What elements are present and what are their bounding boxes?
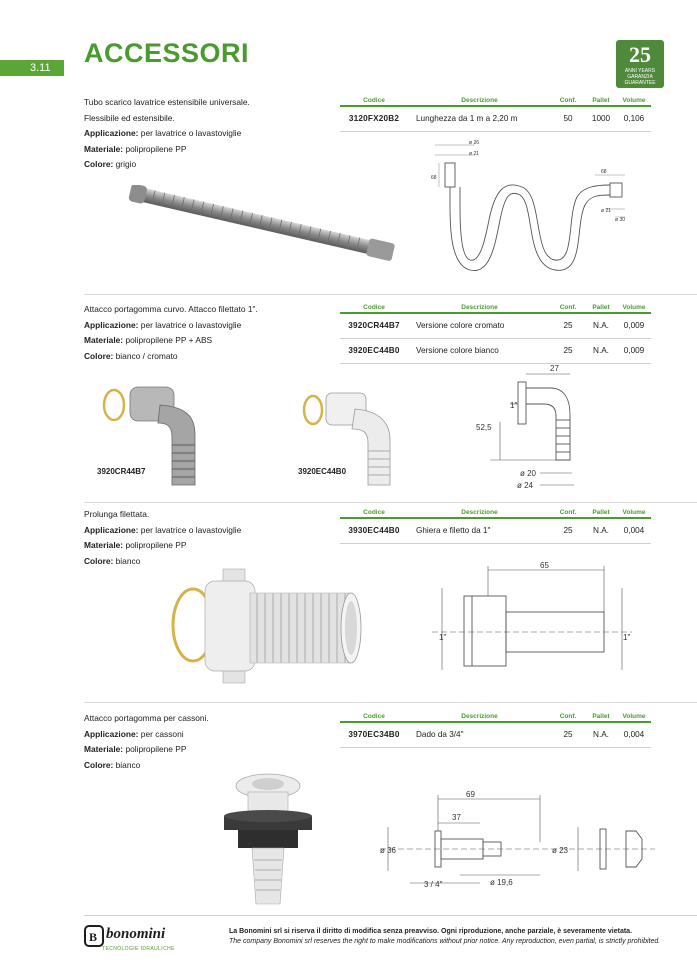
cell-code: 3970EC34B0 xyxy=(340,722,408,747)
cell-code: 3920CR44B7 xyxy=(340,313,408,338)
dim-label: 1" xyxy=(623,633,631,642)
dim-label: ø 30 xyxy=(615,217,626,223)
dim-label: 3 / 4" xyxy=(424,880,443,889)
cell-descr: Lunghezza da 1 m a 2,20 m xyxy=(408,106,551,131)
th-codice: Codice xyxy=(340,507,408,518)
section-divider xyxy=(84,502,697,503)
th-descrizione: Descrizione xyxy=(408,302,551,313)
spec-table xyxy=(340,711,651,748)
elbow-technical-drawing xyxy=(470,360,595,495)
dim-label: 37 xyxy=(452,813,461,822)
colore-line: Colore: bianco / cromato xyxy=(84,350,178,361)
section4-description xyxy=(84,711,334,773)
section-divider xyxy=(84,294,697,295)
cell-code: 3930EC44B0 xyxy=(340,518,408,543)
dim-label: ø 24 xyxy=(517,481,534,490)
dim-label: ø 20 xyxy=(520,469,537,478)
page-number: 3.11 xyxy=(0,60,64,76)
table-row xyxy=(340,313,651,338)
desc-line: Attacco portagomma per cassoni. xyxy=(84,713,209,723)
section2-description xyxy=(84,302,334,364)
cell-pallet: N.A. xyxy=(585,338,617,363)
disclaimer-italian: La Bonomini srl si riserva il diritto di modifica senza preavviso. Ogni riproduzione, anche parziale, è severamente vietata. xyxy=(229,928,633,935)
hose-technical-drawing xyxy=(425,135,640,285)
cell-conf: 25 xyxy=(551,338,585,363)
dim-label: 68 xyxy=(431,175,437,181)
th-pallet: Pallet xyxy=(585,507,617,518)
table-row xyxy=(340,722,651,747)
th-volume: Volume xyxy=(617,95,651,106)
desc-line: Flessibile ed estensibile. xyxy=(84,112,175,123)
tank-fitting-photo xyxy=(218,768,318,908)
page-title: ACCESSORI xyxy=(84,38,250,68)
applicazione-line: Applicazione: per lavatrice o lavastoviglie xyxy=(84,524,242,535)
section1-description xyxy=(84,95,334,173)
dim-label: ø 21 xyxy=(469,151,480,157)
cell-descr: Ghiera e filetto da 1" xyxy=(408,518,551,543)
photo-caption: 3920CR44B7 xyxy=(97,467,146,476)
colore-line: Colore: bianco xyxy=(84,555,141,566)
th-conf: Conf. xyxy=(551,95,585,106)
table-row xyxy=(340,518,651,543)
spec-table xyxy=(340,95,651,132)
dim-label: 68 xyxy=(601,169,607,175)
extension-photo xyxy=(165,565,375,690)
th-conf: Conf. xyxy=(551,302,585,313)
cell-conf: 50 xyxy=(551,106,585,131)
bonomini-logo-icon xyxy=(84,925,104,947)
bonomini-logo-text: bonomini xyxy=(106,926,166,942)
desc-line: Tubo scarico lavatrice estensibile universale. xyxy=(84,97,250,107)
colore-line: Colore: grigio xyxy=(84,159,137,169)
section-divider xyxy=(84,702,697,703)
cell-descr: Versione colore bianco xyxy=(408,338,551,363)
cell-descr: Versione colore cromato xyxy=(408,313,551,338)
cell-conf: 25 xyxy=(551,518,585,543)
materiale-line: Materiale: polipropilene PP xyxy=(84,143,187,154)
dim-label: ø 19,6 xyxy=(490,878,513,887)
dim-label: 52,5 xyxy=(476,423,492,432)
cell-conf: 25 xyxy=(551,722,585,747)
spec-table xyxy=(340,302,651,364)
th-conf: Conf. xyxy=(551,507,585,518)
th-codice: Codice xyxy=(340,711,408,722)
logo-subtitle: TECNOLOGIE IDRAULICHE xyxy=(102,946,175,952)
cell-pallet: N.A. xyxy=(585,518,617,543)
dim-label: 69 xyxy=(466,790,475,799)
materiale-line: Materiale: polipropilene PP xyxy=(84,540,187,550)
extension-technical-drawing xyxy=(432,560,632,685)
dim-label: 27 xyxy=(550,364,559,373)
dim-label: 65 xyxy=(540,561,549,570)
cell-volume: 0,004 xyxy=(617,518,651,543)
th-conf: Conf. xyxy=(551,711,585,722)
cell-code: 3920EC44B0 xyxy=(340,338,408,363)
section3-description xyxy=(84,507,334,569)
badge-line3: GUARANTEE xyxy=(624,80,656,86)
th-codice: Codice xyxy=(340,95,408,106)
cell-pallet: 1000 xyxy=(585,106,617,131)
table-row xyxy=(340,106,651,131)
photo-caption: 3920EC44B0 xyxy=(298,467,347,476)
badge-line1: ANNI YEARS xyxy=(624,68,656,74)
cell-conf: 25 xyxy=(551,313,585,338)
th-descrizione: Descrizione xyxy=(408,507,551,518)
footer-divider xyxy=(84,915,697,916)
badge-line2: GARANZIA xyxy=(627,74,653,80)
cell-pallet: N.A. xyxy=(585,722,617,747)
applicazione-line: Applicazione: per lavatrice o lavastoviglie xyxy=(84,319,242,330)
th-descrizione: Descrizione xyxy=(408,95,551,106)
cell-descr: Dado da 3/4" xyxy=(408,722,551,747)
materiale-line: Materiale: polipropilene PP + ABS xyxy=(84,335,213,345)
cell-volume: 0,106 xyxy=(617,106,651,131)
badge-number: 25 xyxy=(629,42,651,67)
desc-line: Attacco portagomma curvo. Attacco filettato 1". xyxy=(84,304,258,314)
disclaimer-english: The company Bonomini srl reserves the right to make modifications without prior notice. Any reproduction, even partial, is strictly prohibited. xyxy=(229,938,661,945)
desc-line: Prolunga filettata. xyxy=(84,509,150,519)
th-pallet: Pallet xyxy=(585,711,617,722)
guarantee-badge xyxy=(616,40,664,88)
svg-text:B: B xyxy=(89,930,98,944)
dim-label: ø 26 xyxy=(469,140,480,146)
dim-label: ø 36 xyxy=(380,846,397,855)
dim-label: 1" xyxy=(439,633,447,642)
dim-label: ø 21 xyxy=(601,208,612,214)
th-codice: Codice xyxy=(340,302,408,313)
th-volume: Volume xyxy=(617,302,651,313)
cell-pallet: N.A. xyxy=(585,313,617,338)
tank-fitting-technical-drawing xyxy=(380,787,655,892)
cell-volume: 0,004 xyxy=(617,722,651,747)
spec-table xyxy=(340,507,651,544)
th-pallet: Pallet xyxy=(585,302,617,313)
hose-photo xyxy=(120,185,410,265)
th-volume: Volume xyxy=(617,507,651,518)
colore-line: Colore: bianco xyxy=(84,759,141,770)
applicazione-line: Applicazione: per cassoni xyxy=(84,728,184,739)
cell-code: 3120FX20B2 xyxy=(340,106,408,131)
th-pallet: Pallet xyxy=(585,95,617,106)
th-descrizione: Descrizione xyxy=(408,711,551,722)
dim-label: 1" xyxy=(510,401,518,410)
cell-volume: 0,009 xyxy=(617,338,651,363)
cell-volume: 0,009 xyxy=(617,313,651,338)
th-volume: Volume xyxy=(617,711,651,722)
dim-label: ø 23 xyxy=(552,846,569,855)
materiale-line: Materiale: polipropilene PP xyxy=(84,744,187,754)
applicazione-line: Applicazione: per lavatrice o lavastoviglie xyxy=(84,128,242,138)
